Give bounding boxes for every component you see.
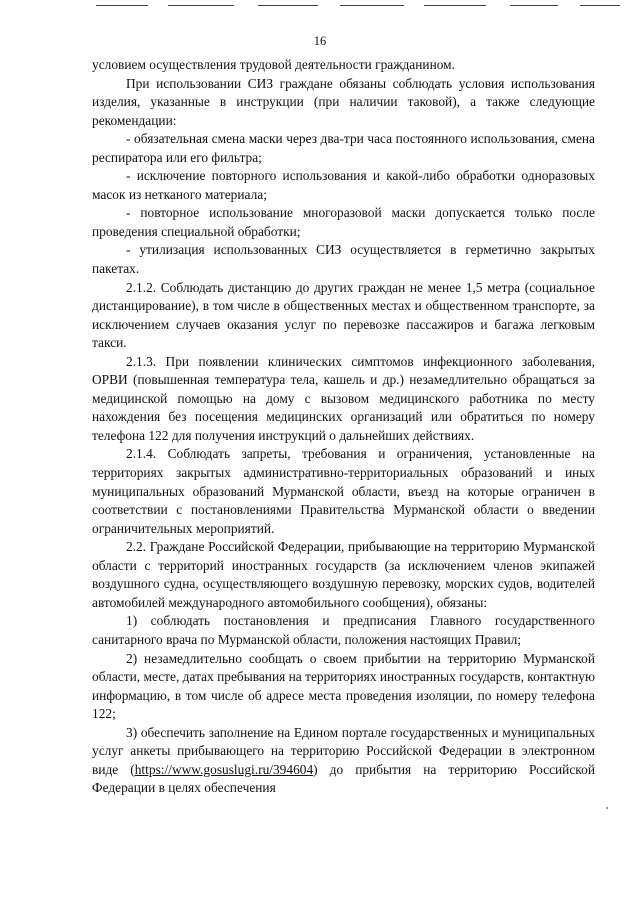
paragraph-2-1-2: 2.1.2. Соблюдать дистанцию до других граждан не менее 1,5 метра (социальное дистанцирование), в том числе в общественных местах и общественном транспорте, за исключением случаев оказания услуг по перевозке пассажиров и багажа легковым такси. [92,279,595,351]
scan-speck [606,807,608,809]
list-item-3-text-before: 3) обеспечить заполнение на Едином портале государственных и муниципальных услуг анкеты прибывающего на территорию Российской Федерации в электронном виде ( [92,724,595,777]
list-item-no-reuse: - исключение повторного использования и какой-либо обработки одноразовых масок из нетканого материала; [92,168,595,202]
scan-top-marks [0,0,640,10]
paragraph-continuation: условием осуществления трудовой деятельности гражданином. [92,57,455,72]
gosuslugi-link[interactable]: https://www.gosuslugi.ru/394604 [134,761,314,777]
page-number: 16 [313,34,327,48]
document-body [92,56,595,798]
list-item-reusable-mask: - повторное использование многоразовой маски допускается только после проведения специальной обработки; [92,205,595,239]
list-item-disposal: - утилизация использованных СИЗ осуществляется в герметично закрытых пакетах. [92,242,595,277]
list-item-3 [92,724,595,798]
paragraph-2-1-4: 2.1.4. Соблюдать запреты, требования и ограничения, установленные на территориях закрытых административно-территориальных образований и иных муниципальных образований Мурманской области, въезд на которые ограничен в соответствии с постановлениями Правительства Мурманской области о введении ограничительных мероприятий. [92,446,595,536]
list-item-1: 1) соблюдать постановления и предписания Главного государственного санитарного врача по Мурманской области, положения настоящих Правил; [92,613,595,647]
list-item-mask-change: - обязательная смена маски через два-три часа постоянного использования, смена респиратора или его фильтра; [92,131,595,165]
paragraph-ppe-conditions: При использовании СИЗ граждане обязаны соблюдать условия использования изделия, указанные в инструкции (при наличии таковой), а также следующие рекомендации: [92,75,595,128]
list-item-2: 2) незамедлительно сообщать о своем прибытии на территорию Мурманской области, месте, датах пребывания на территориях иностранных государств, контактную информацию, в том числе об адресе места проведения изоляции, по номеру телефона 122; [92,650,595,722]
list-item-3-text-after: ) до прибытия на территорию Российской Федерации в целях обеспечения [92,761,595,796]
paragraph-2-1-3: 2.1.3. При появлении клинических симптомов инфекционного заболевания, ОРВИ (повышенная температура тела, кашель и др.) незамедлительно обращаться за медицинской помощью на дому с вызовом медицинского работника по месту нахождения без посещения медицинских организаций или обратиться по номеру телефона 122 для получения инструкций о дальнейших действиях. [92,353,595,443]
paragraph-2-2: 2.2. Граждане Российской Федерации, прибывающие на территорию Мурманской области с территорий иностранных государств (за исключением членов экипажей воздушного судна, осуществляющего воздушную перевозку, морских судов, водителей автомобилей международного автомобильного сообщения), обязаны: [92,539,595,610]
